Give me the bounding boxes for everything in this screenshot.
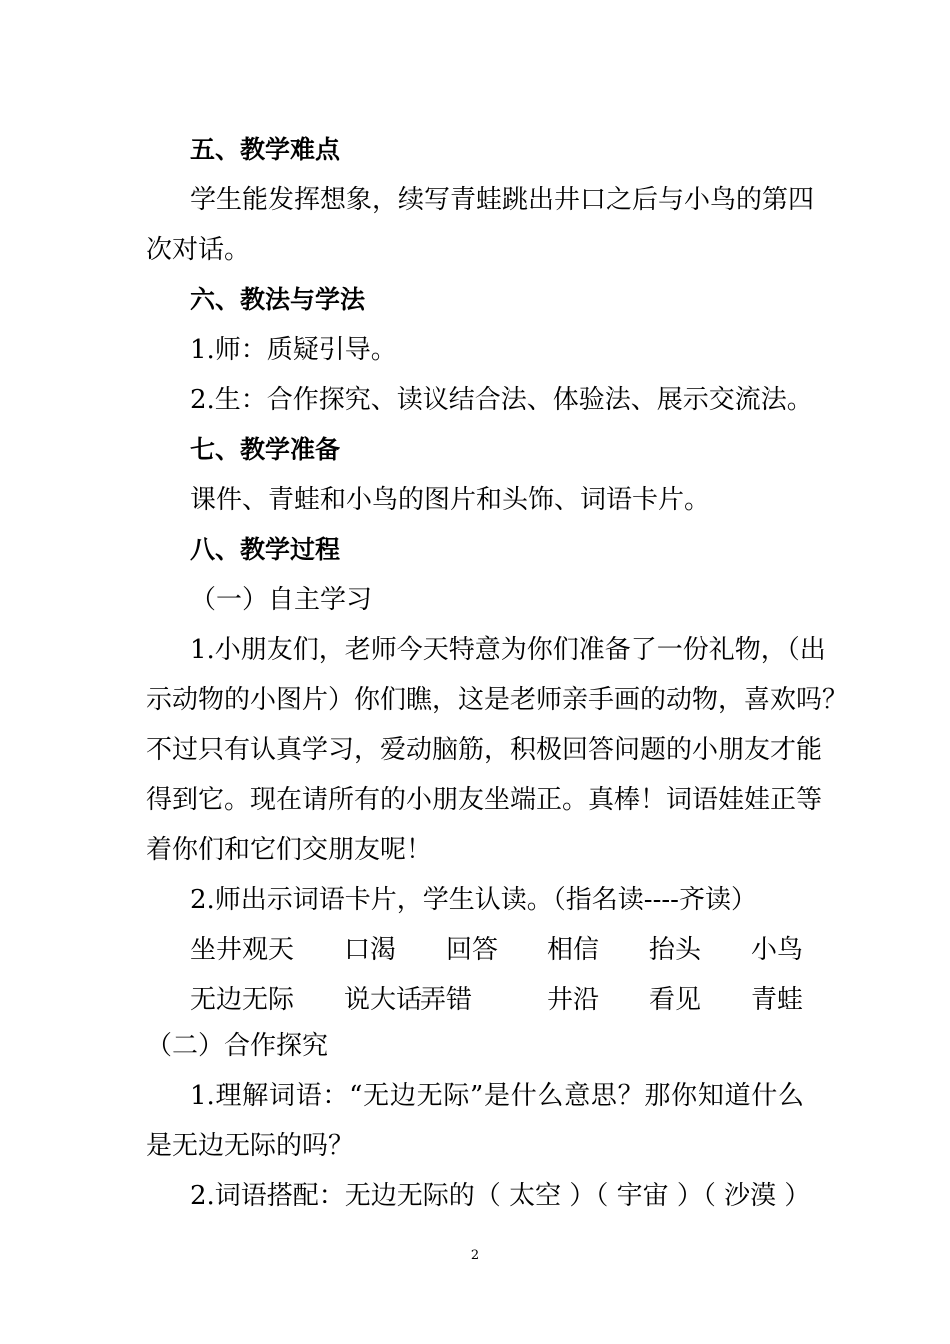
- heading-section-6: 六、教法与学法: [190, 285, 366, 314]
- page-number: 2: [470, 1248, 480, 1263]
- word-card: 青蛙: [751, 985, 804, 1015]
- word-card: 相信: [547, 935, 600, 965]
- word-card: 弄错: [420, 985, 473, 1015]
- paragraph-1-line-4: 得到它。现在请所有的小朋友坐端正。真棒！词语娃娃正等: [146, 785, 823, 815]
- word-row-1: [0, 934, 950, 966]
- word-card: 回答: [446, 935, 499, 965]
- heading-section-8: 八、教学过程: [190, 535, 341, 564]
- word-card: 坐井观天: [190, 935, 295, 965]
- word-card: 说大话: [344, 985, 423, 1015]
- subheading-self-study: （一）自主学习: [190, 585, 373, 615]
- heading-section-5: 五、教学难点: [190, 135, 341, 164]
- heading-section-7: 七、教学准备: [190, 435, 341, 464]
- paragraph-2: 2.师出示词语卡片，学生认读。（指名读----齐读）: [190, 885, 757, 915]
- paragraph-1-line-1: 1.小朋友们，老师今天特意为你们准备了一份礼物，（出: [190, 635, 826, 665]
- word-card: 小鸟: [751, 935, 804, 965]
- word-card: 看见: [649, 985, 702, 1015]
- word-card: 抬头: [649, 935, 702, 965]
- question-1-line-2: 是无边无际的吗？: [146, 1131, 355, 1161]
- question-1-line-1: 1.理解词语：“无边无际”是什么意思？那你知道什么: [190, 1081, 804, 1111]
- question-2: 2.词语搭配：无边无际的（ 太空 ）（ 宇宙 ）（ 沙漠 ）: [190, 1181, 811, 1211]
- section-6-item-2: 2.生：合作探究、读议结合法、体验法、展示交流法。: [190, 385, 813, 415]
- section-7-text: 课件、青蛙和小鸟的图片和头饰、词语卡片。: [190, 485, 711, 515]
- word-card: 无边无际: [190, 985, 295, 1015]
- word-card: 口渴: [344, 935, 397, 965]
- section-6-item-1: 1.师：质疑引导。: [190, 335, 397, 365]
- section-5-text-line-1: 学生能发挥想象，续写青蛙跳出井口之后与小鸟的第四: [190, 185, 815, 215]
- subheading-cooperative-inquiry: （二）合作探究: [146, 1031, 329, 1061]
- paragraph-1-line-2: 示动物的小图片）你们瞧，这是老师亲手画的动物，喜欢吗？: [146, 685, 849, 715]
- paragraph-1-line-3: 不过只有认真学习，爱动脑筋，积极回答问题的小朋友才能: [146, 735, 823, 765]
- word-card: 井沿: [547, 985, 600, 1015]
- section-5-text-line-2: 次对话。: [146, 235, 251, 265]
- paragraph-1-line-5: 着你们和它们交朋友呢！: [146, 835, 433, 865]
- word-row-2: [0, 984, 950, 1016]
